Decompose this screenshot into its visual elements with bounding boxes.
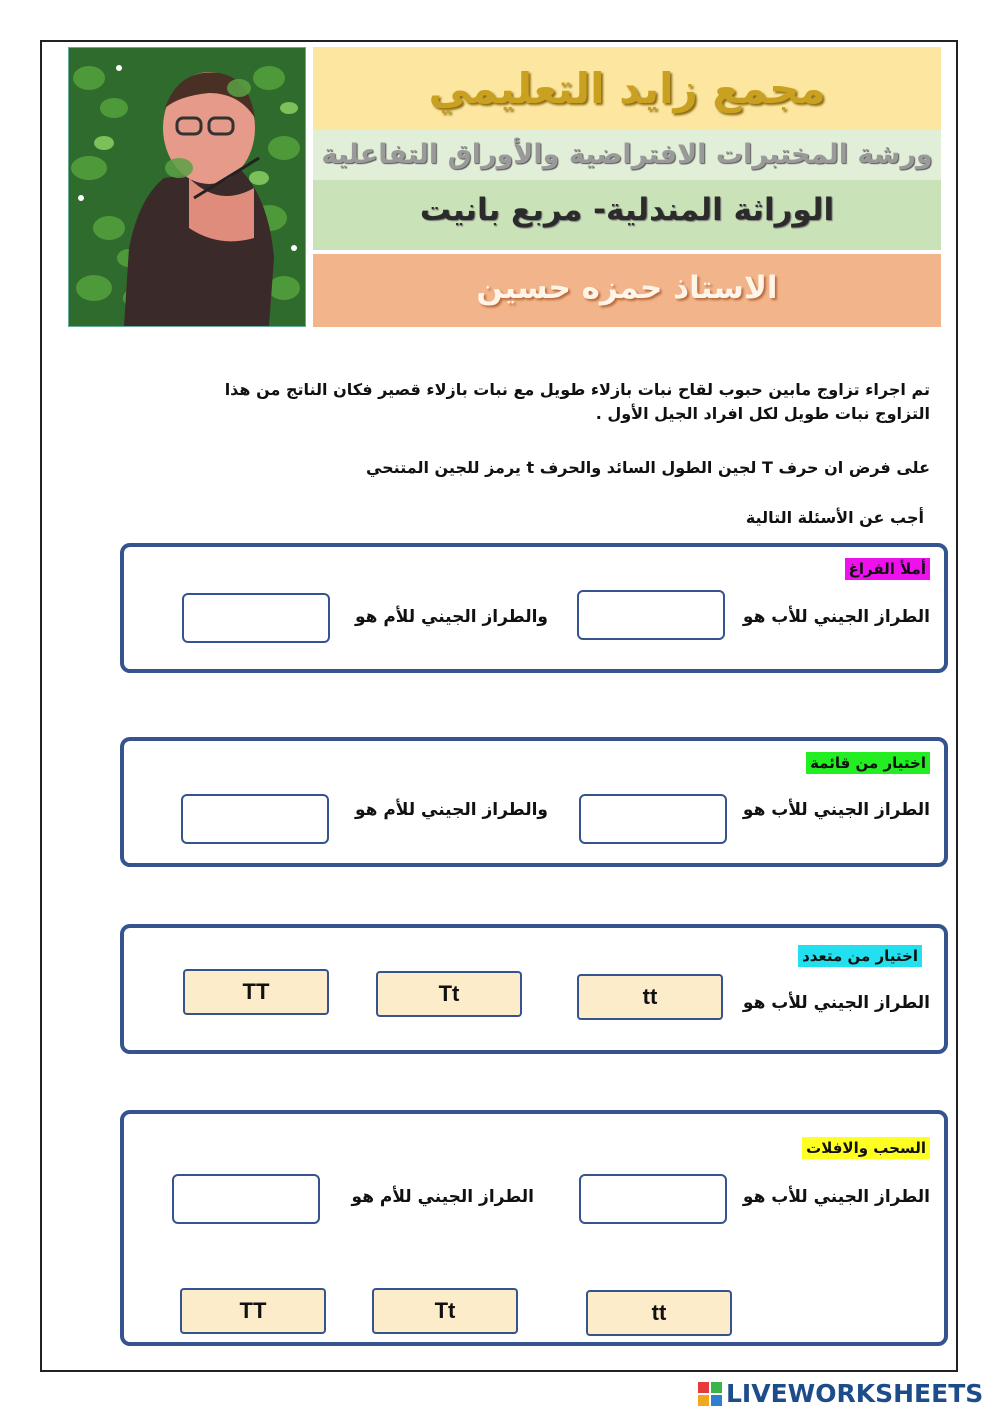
section-tag-multiple-choice: اختيار من متعدد [798,945,922,967]
draggable-TT[interactable]: TT [180,1288,326,1334]
section-tag-drag-drop: السحب والافلات [802,1137,930,1159]
mother-genotype-label: والطراز الجيني للأم هو [354,607,548,627]
father-genotype-input[interactable] [577,590,725,640]
symbols-note: على فرض ان حرف T لجين الطول السائد والحرف t يرمز للجين المتنحي [365,458,930,477]
father-genotype-label: الطراز الجيني للأب هو [742,800,930,820]
mother-genotype-select[interactable] [181,794,329,844]
father-genotype-label: الطراز الجيني للأب هو [742,993,930,1013]
option-tt[interactable]: tt [577,974,723,1020]
intro-line-2: التزاوج نبات طويل لكل افراد الجيل الأول . [595,404,930,423]
intro-paragraph [90,378,930,426]
instruction-text: أجب عن الأسئلة التالية [745,508,924,527]
workshop-title: ورشة المختبرات الافتراضية والأوراق التفاعلية [313,130,941,180]
mother-genotype-label: الطراز الجيني للأم هو [351,1187,534,1207]
logo-text: LIVEWORKSHEETS [726,1379,984,1408]
topic-title: الوراثة المندلية- مربع بانيت [313,180,941,250]
option-Tt[interactable]: Tt [376,971,522,1017]
draggable-Tt[interactable]: Tt [372,1288,518,1334]
father-genotype-label: الطراز الجيني للأب هو [742,1187,930,1207]
mother-genotype-input[interactable] [182,593,330,643]
intro-line-1: تم اجراء تزاوج مابين حبوب لقاح نبات بازلاء طويل مع نبات بازلاء قصير فكان الناتج من هذا [224,380,930,399]
teacher-name: الاستاذ حمزه حسين [313,254,941,327]
mendel-portrait-image [68,47,306,327]
option-TT[interactable]: TT [183,969,329,1015]
mother-drop-target[interactable] [172,1174,320,1224]
section-tag-dropdown: اختيار من قائمة [806,752,930,774]
section-tag-fill-blank: أملأ الفراغ [845,558,930,580]
father-drop-target[interactable] [579,1174,727,1224]
mother-genotype-label: والطراز الجيني للأم هو [354,800,548,820]
father-genotype-select[interactable] [579,794,727,844]
school-title: مجمع زايد التعليمي [313,47,941,130]
father-genotype-label: الطراز الجيني للأب هو [742,607,930,627]
draggable-tt[interactable]: tt [586,1290,732,1336]
